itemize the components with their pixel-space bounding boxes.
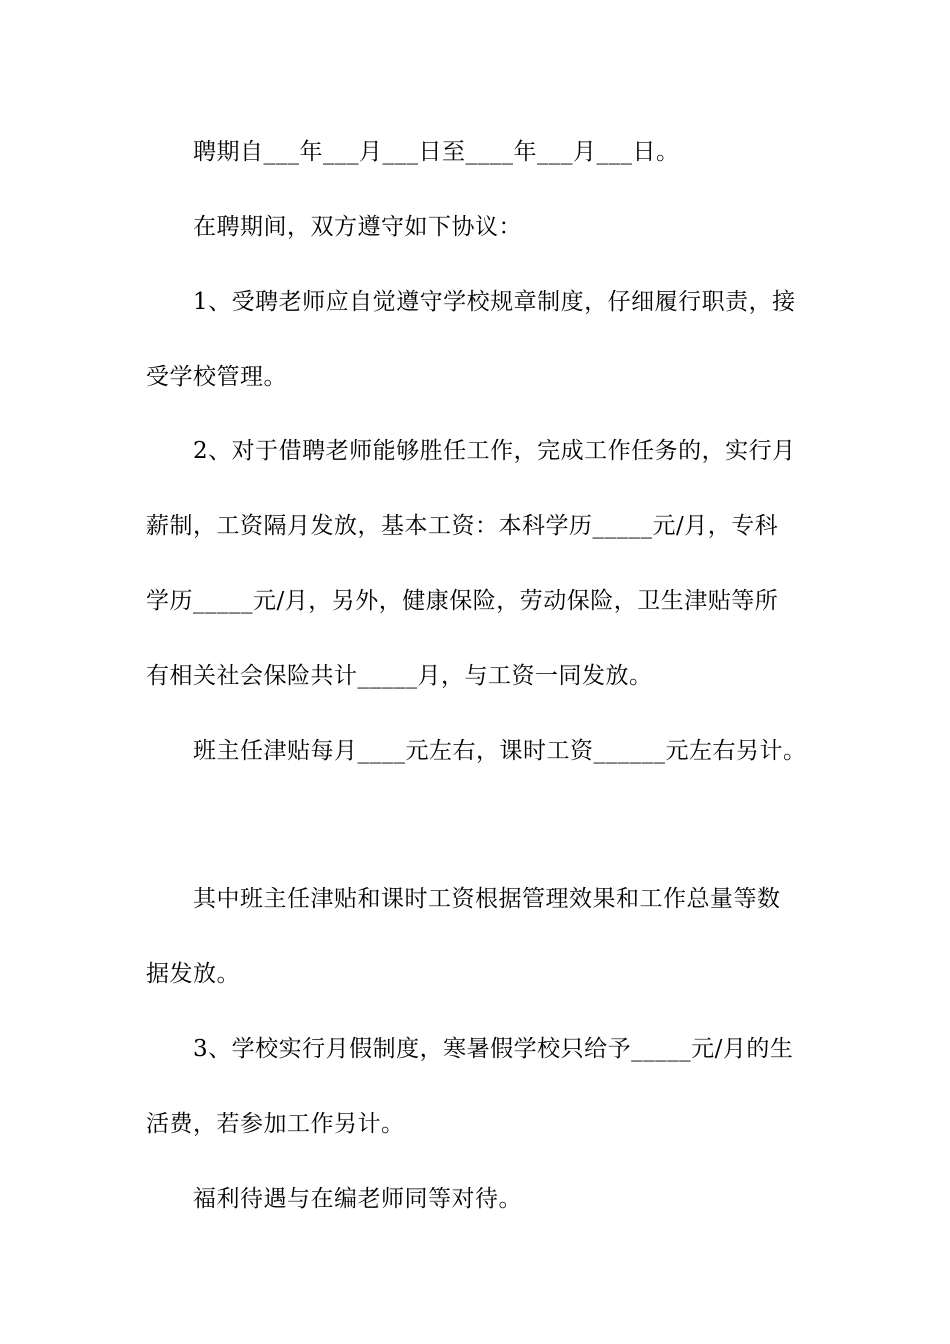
clause-2-line-4: 有相关社会保险共计_____月，与工资一同发放。 (146, 663, 653, 689)
paragraph-term-period: 聘期自___年___月___日至____年___月___日。 (193, 139, 680, 165)
clause-1-line-2: 受学校管理。 (146, 364, 287, 390)
paragraph-allowance-basis-line-1: 其中班主任津贴和课时工资根据管理效果和工作总量等数 (193, 886, 781, 912)
paragraph-welfare: 福利待遇与在编老师同等对待。 (193, 1186, 522, 1212)
clause-3-line-1: 3、学校实行月假制度，寒暑假学校只给予_____元/月的生 (193, 1036, 794, 1062)
paragraph-agreement-intro: 在聘期间，双方遵守如下协议： (193, 214, 522, 240)
clause-2-line-3: 学历_____元/月，另外，健康保险，劳动保险，卫生津贴等所 (146, 588, 779, 614)
paragraph-allowance: 班主任津贴每月____元左右，课时工资______元左右另计。 (193, 738, 807, 764)
clause-2-line-1: 2、对于借聘老师能够胜任工作，完成工作任务的，实行月 (193, 438, 796, 464)
clause-1-line-1: 1、受聘老师应自觉遵守学校规章制度，仔细履行职责，接 (193, 289, 796, 315)
paragraph-allowance-basis-line-2: 据发放。 (146, 961, 240, 987)
clause-2-line-2: 薪制，工资隔月发放，基本工资：本科学历_____元/月，专科 (146, 513, 779, 539)
clause-3-line-2: 活费，若参加工作另计。 (146, 1111, 405, 1137)
